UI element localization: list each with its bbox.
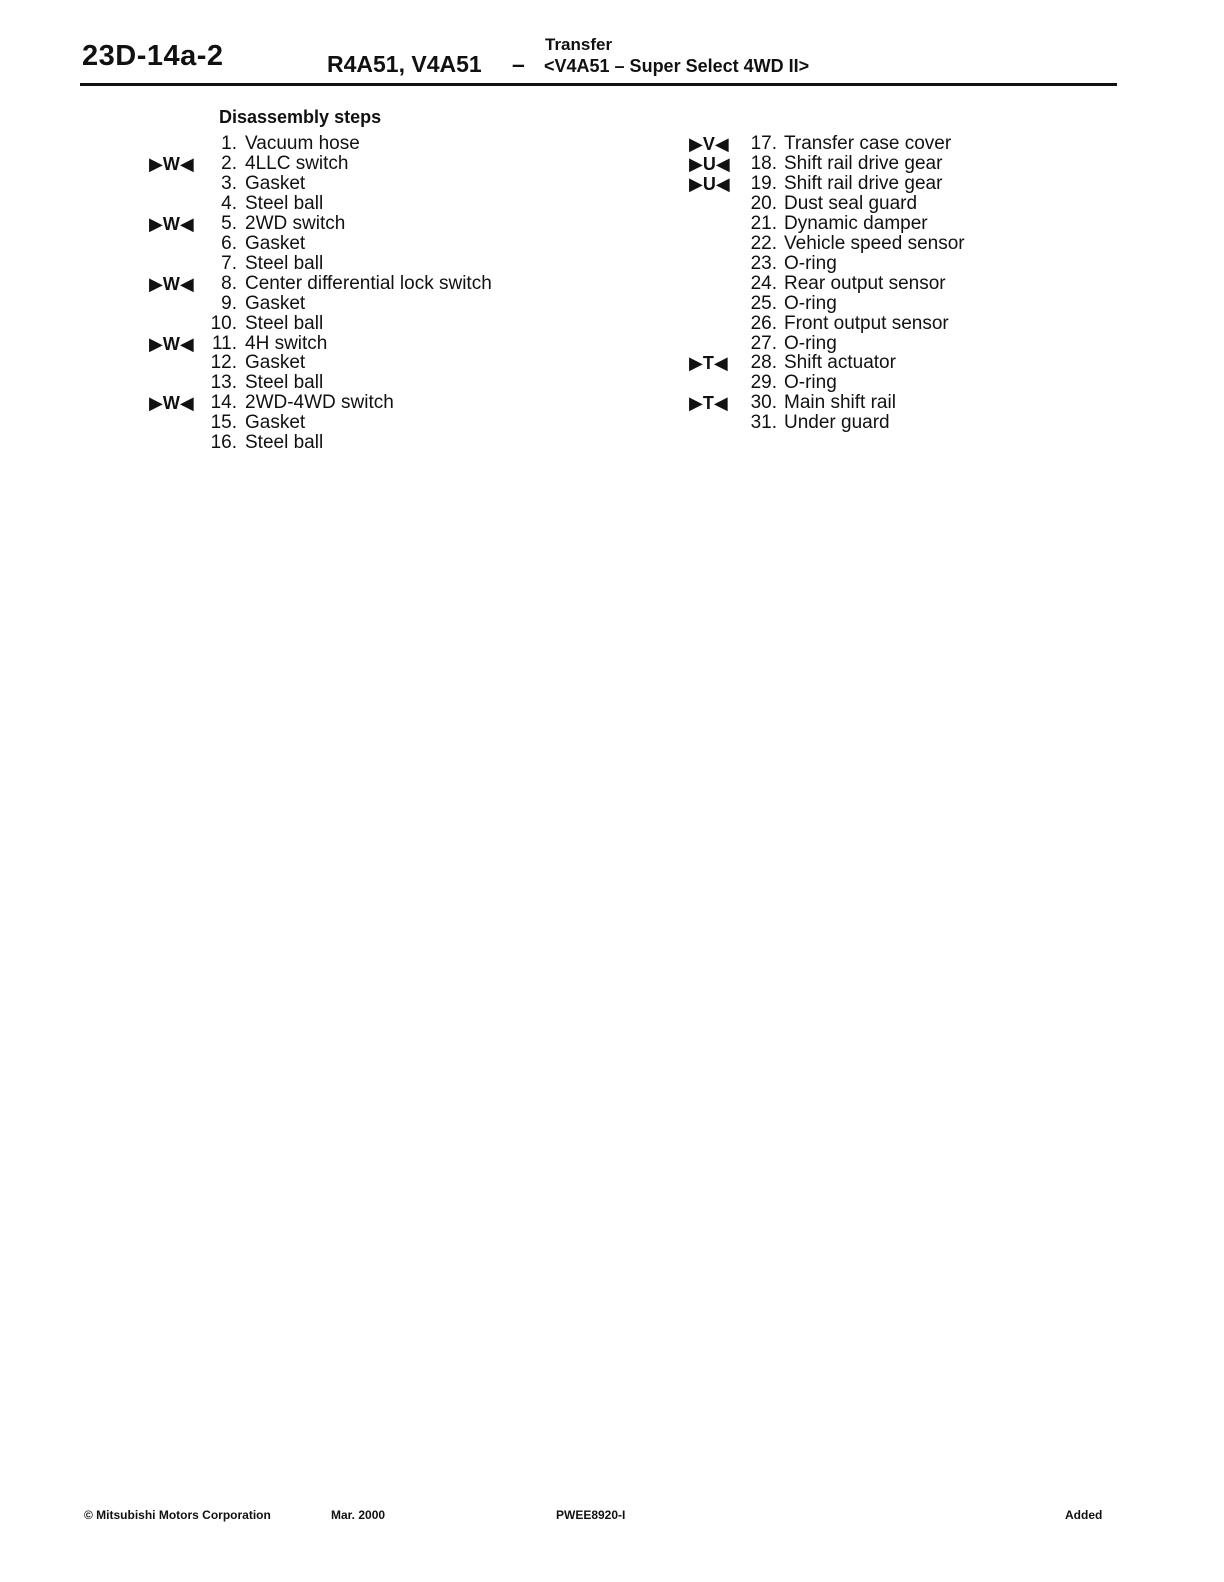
step-number: 21.: [750, 212, 777, 234]
step-name: Steel ball: [245, 192, 324, 214]
step-name: Center differential lock switch: [245, 272, 492, 294]
step-number: 4.: [221, 192, 237, 214]
step-name: 4H switch: [245, 332, 328, 354]
step-number: 31.: [750, 412, 777, 434]
step-name: Front output sensor: [784, 312, 949, 334]
step-number: 19.: [750, 172, 777, 194]
step-name: Gasket: [245, 292, 306, 314]
reference-mark: ▶W◀: [149, 153, 194, 174]
step-number: 3.: [221, 172, 237, 194]
step-number: 11.: [211, 332, 237, 354]
step-number: 7.: [221, 252, 237, 274]
reference-mark: ▶T◀: [689, 393, 728, 414]
step-name: O-ring: [784, 252, 837, 274]
step-name: Rear output sensor: [784, 272, 946, 294]
step-number: 18.: [750, 152, 777, 174]
step-name: Gasket: [245, 172, 306, 194]
step-name: Under guard: [784, 412, 890, 434]
step-name: Dust seal guard: [784, 192, 918, 214]
footer-date: Mar. 2000: [331, 1508, 386, 1522]
footer-copyright: © Mitsubishi Motors Corporation: [84, 1508, 271, 1522]
steps-title: Disassembly steps: [219, 107, 382, 127]
step-name: Shift actuator: [784, 352, 896, 374]
footer-status: Added: [1065, 1508, 1103, 1522]
step-name: Gasket: [245, 232, 306, 254]
subsection-title: <V4A51 – Super Select 4WD II>: [544, 56, 810, 76]
step-number: 1.: [221, 133, 237, 154]
step-name: Steel ball: [245, 252, 324, 274]
step-number: 30.: [750, 392, 777, 414]
reference-mark: ▶T◀: [689, 353, 728, 374]
step-name: Shift rail drive gear: [784, 172, 943, 194]
step-name: Gasket: [245, 352, 306, 374]
step-name: Gasket: [245, 412, 306, 434]
page-number: 23D-14a-2: [82, 40, 224, 72]
step-number: 29.: [750, 372, 777, 394]
step-name: Vacuum hose: [245, 133, 360, 154]
step-number: 5.: [221, 212, 237, 234]
step-number: 16.: [210, 432, 237, 454]
reference-mark: ▶W◀: [149, 333, 194, 354]
step-number: 20.: [750, 192, 777, 214]
step-number: 24.: [750, 272, 777, 294]
step-name: 2WD switch: [245, 212, 346, 234]
header-rule: [80, 83, 1117, 86]
step-number: 15.: [210, 412, 237, 434]
reference-mark: ▶W◀: [149, 213, 194, 234]
reference-mark: ▶W◀: [149, 393, 194, 414]
reference-mark: ▶U◀: [689, 153, 730, 174]
model-codes: R4A51, V4A51: [327, 51, 482, 77]
step-name: Transfer case cover: [784, 133, 952, 154]
step-name: Dynamic damper: [784, 212, 928, 234]
step-name: O-ring: [784, 372, 837, 394]
step-number: 6.: [221, 232, 237, 254]
step-number: 9.: [221, 292, 237, 314]
step-number: 17.: [750, 133, 777, 154]
step-number: 27.: [750, 332, 777, 354]
step-number: 28.: [750, 352, 777, 374]
footer-code: PWEE8920-I: [556, 1508, 626, 1522]
step-name: O-ring: [784, 332, 837, 354]
step-number: 8.: [221, 272, 237, 294]
header-dash: –: [512, 51, 525, 77]
step-number: 14.: [210, 392, 237, 414]
step-name: Steel ball: [245, 432, 324, 454]
step-name: 4LLC switch: [245, 152, 349, 174]
step-number: 22.: [750, 232, 777, 254]
step-name: Shift rail drive gear: [784, 152, 943, 174]
reference-mark: ▶W◀: [149, 273, 194, 294]
reference-mark: ▶U◀: [689, 173, 730, 194]
step-number: 26.: [750, 312, 777, 334]
reference-mark: ▶V◀: [689, 134, 729, 154]
section-title: Transfer: [545, 35, 613, 54]
step-number: 2.: [221, 152, 237, 174]
step-name: Steel ball: [245, 312, 324, 334]
step-number: 23.: [750, 252, 777, 274]
step-name: Steel ball: [245, 372, 324, 394]
step-name: Main shift rail: [784, 392, 896, 414]
step-name: 2WD-4WD switch: [245, 392, 394, 414]
step-number: 12.: [210, 352, 237, 374]
step-name: Vehicle speed sensor: [784, 232, 965, 254]
step-number: 10.: [210, 312, 237, 334]
step-number: 25.: [750, 292, 777, 314]
step-number: 13.: [210, 372, 237, 394]
step-name: O-ring: [784, 292, 837, 314]
